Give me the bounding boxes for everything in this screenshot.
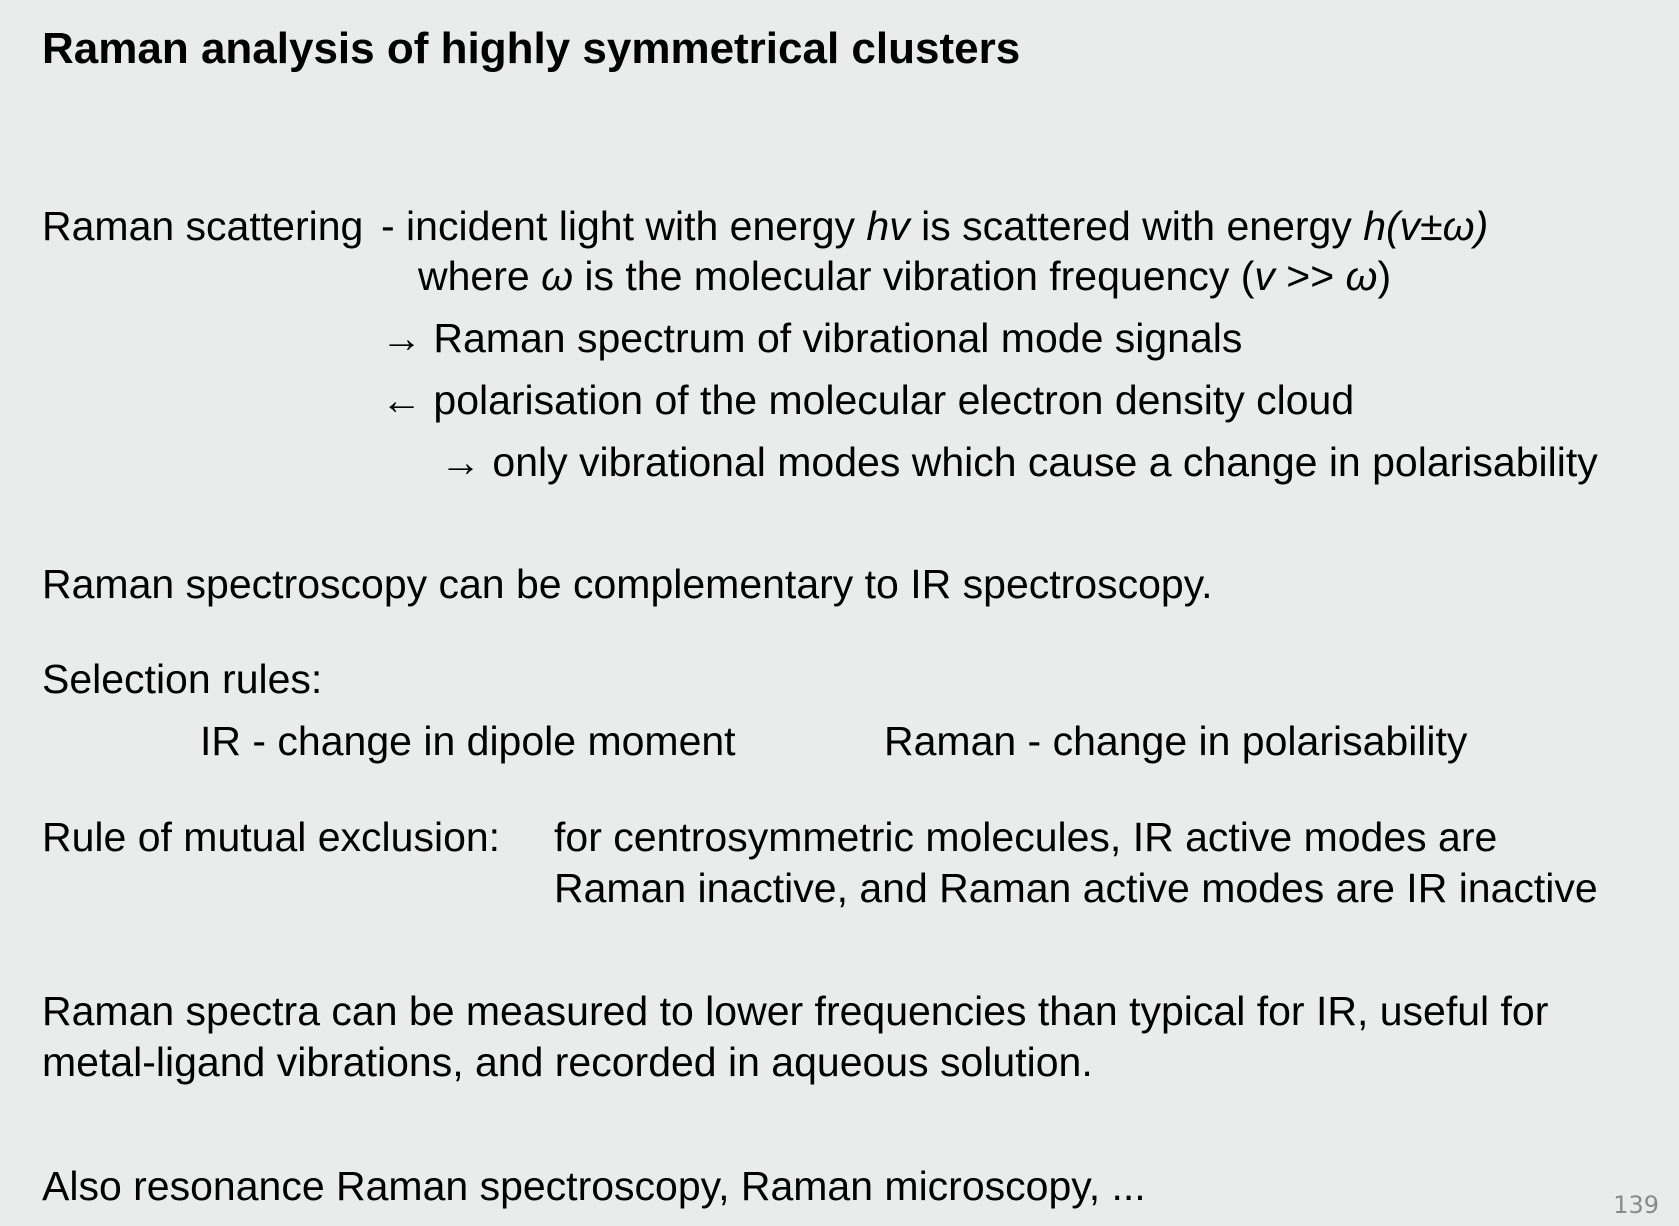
line2-text-b: is the molecular vibration frequency ( bbox=[573, 253, 1255, 299]
raman-scattering-label: Raman scattering bbox=[42, 203, 364, 249]
hv-symbol: hv bbox=[866, 203, 910, 249]
v-symbol: v bbox=[1254, 253, 1275, 299]
scattered-energy-expression: h(v±ω) bbox=[1363, 203, 1489, 249]
page-title: Raman analysis of highly symmetrical clusters bbox=[42, 24, 1021, 73]
arrow-raman-spectrum: → Raman spectrum of vibrational mode signals bbox=[381, 315, 1243, 361]
mutual-exclusion-label: Rule of mutual exclusion: bbox=[42, 814, 501, 860]
line1-text-b: is scattered with energy bbox=[909, 203, 1364, 249]
selection-rule-ir: IR - change in dipole moment bbox=[200, 718, 736, 764]
mutual-exclusion-line2: Raman inactive, and Raman active modes are IR inactive bbox=[554, 865, 1598, 911]
raman-scattering-line1 bbox=[381, 203, 1489, 249]
lower-frequencies-line2: metal-ligand vibrations, and recorded in aqueous solution. bbox=[42, 1039, 1093, 1085]
line1-text-a: - incident light with energy bbox=[381, 203, 867, 249]
line2-text-c: ) bbox=[1377, 253, 1392, 299]
raman-scattering-line2 bbox=[418, 253, 1392, 299]
mutual-exclusion-line1: for centrosymmetric molecules, IR active modes are bbox=[554, 814, 1498, 860]
selection-rules-heading: Selection rules: bbox=[42, 656, 323, 702]
arrow-polarisation: ← polarisation of the molecular electron density cloud bbox=[381, 377, 1355, 423]
omega-symbol-2: ω bbox=[1345, 253, 1378, 299]
much-greater-symbol: >> bbox=[1274, 253, 1346, 299]
omega-symbol: ω bbox=[541, 253, 573, 299]
selection-rule-raman: Raman - change in polarisability bbox=[884, 718, 1468, 764]
also-statement: Also resonance Raman spectroscopy, Raman microscopy, ... bbox=[42, 1163, 1146, 1209]
complementary-statement: Raman spectroscopy can be complementary to IR spectroscopy. bbox=[42, 561, 1213, 607]
arrow-vibrational-modes: → only vibrational modes which cause a change in polarisability bbox=[440, 439, 1598, 485]
line2-text-a: where bbox=[418, 253, 542, 299]
lower-frequencies-line1: Raman spectra can be measured to lower frequencies than typical for IR, useful for bbox=[42, 988, 1549, 1034]
page-number: 139 bbox=[1613, 1191, 1659, 1219]
